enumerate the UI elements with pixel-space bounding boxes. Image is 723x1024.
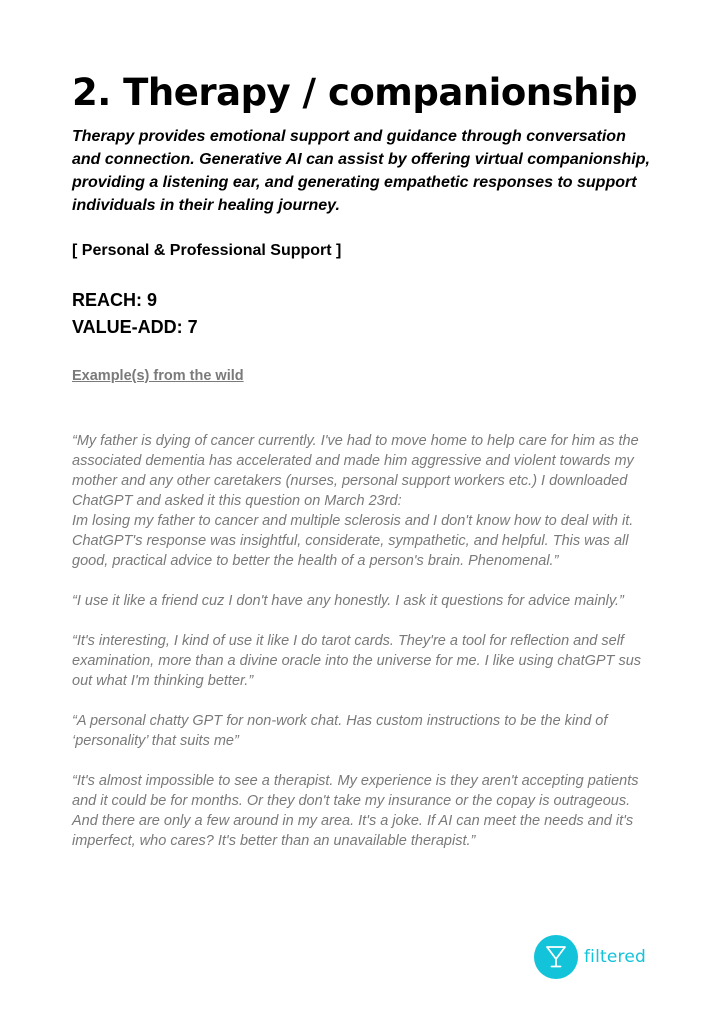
examples-heading: Example(s) from the wild xyxy=(72,368,244,384)
quote-item: “My father is dying of cancer currently. I've had to move home to help care for him as the associated dementia has accelerated and made him aggressive and violent towards my mother and any other caretakers (nurses, personal support workers etc.) I downloaded ChatGPT and asked it this question on March 23rd: Im losing my father to cancer and multiple sclerosis and I don't know how to deal with it. ChatGPT's response was insightful, considerate, sympathetic, and helpful. This was all good, practical advice to better the health of a person's brain. Phenomenal.” xyxy=(72,433,639,569)
quote-item: “I use it like a friend cuz I don't have any honestly. I ask it questions for advice mainly.” xyxy=(72,593,624,609)
quotes-list xyxy=(72,431,652,871)
quote-item: “A personal chatty GPT for non-work chat. Has custom instructions to be the kind of ‘personality’ that suits me” xyxy=(72,713,608,749)
funnel-glass-icon xyxy=(534,935,578,979)
reach-score: REACH: 9 xyxy=(72,290,158,310)
filtered-logo xyxy=(534,935,646,979)
value-add-score: VALUE-ADD: 7 xyxy=(72,317,198,337)
logo-text: filtered xyxy=(584,947,647,967)
section-title: 2. Therapy / companionship xyxy=(72,71,638,114)
quote-item: “It's almost impossible to see a therapist. My experience is they aren't accepting patients and it could be for months. Or they don't take my insurance or the copay is outrageous. And there are only a few around in my area. It's a joke. If AI can meet the needs and it's imperfect, who cares? It's better than an unavailable therapist.” xyxy=(72,773,639,849)
section-intro: Therapy provides emotional support and guidance through conversation and connection. Generative AI can assist by offering virtual companionship, providing a listening ear, and generating empathetic responses to support individuals in their healing journey. xyxy=(72,128,650,214)
quote-item: “It's interesting, I kind of use it like I do tarot cards. They're a tool for reflection and self examination, more than a divine oracle into the universe for me. I like using chatGPT sus out what I'm thinking better.” xyxy=(72,633,642,689)
category-label: [ Personal & Professional Support ] xyxy=(72,242,342,259)
